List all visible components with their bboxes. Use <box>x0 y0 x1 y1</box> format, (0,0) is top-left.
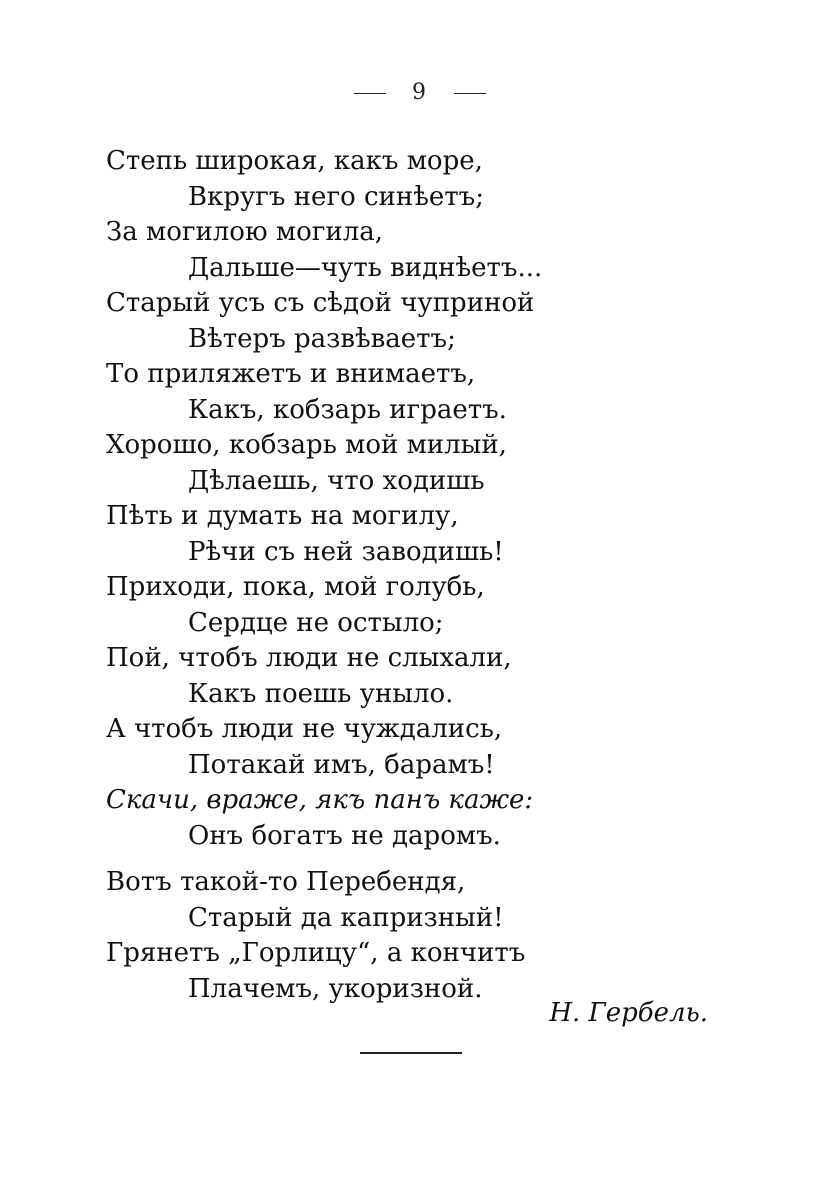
poem-line: Онъ богатъ не даромъ. <box>188 820 501 851</box>
poem-stanza-1 <box>106 144 746 854</box>
header-dash-right <box>454 93 486 94</box>
stanza-gap <box>106 854 746 865</box>
poem-line: То приляжетъ и внимаетъ, <box>106 359 476 389</box>
poem-line: Рѣчи съ ней заводишь! <box>188 536 504 567</box>
poem-line: Сердце не остыло; <box>188 607 444 638</box>
poem-line: А чтобъ люди не чуждались, <box>106 714 503 744</box>
poem-line: Грянетъ „Горлицу“, а кончитъ <box>106 938 526 968</box>
poem-line: Приходи, пока, мой голубь, <box>106 572 485 602</box>
end-rule <box>360 1052 462 1054</box>
poem-stanza-2 <box>106 865 746 1007</box>
poem-line: Степь широкая, какъ море, <box>106 146 483 176</box>
poem-line: Какъ поешь уныло. <box>188 678 454 709</box>
poem-line: Плачемъ, укоризной. <box>188 973 483 1004</box>
page-number: 9 <box>412 80 428 105</box>
poem-line: Скачи, враже, якъ панъ каже: <box>106 785 534 815</box>
poem-line: Потакай имъ, барамъ! <box>188 749 495 780</box>
poem-line: Старый усъ съ сѣдой чуприной <box>106 288 535 318</box>
poem-line: Вкругъ него синѣетъ; <box>188 181 484 212</box>
poem-line: Хорошо, кобзарь мой милый, <box>106 430 507 460</box>
poem-line: Пѣть и думать на могилу, <box>106 501 459 531</box>
poem-line: Пой, чтобъ люди не слыхали, <box>106 643 512 673</box>
header-dash-left <box>354 93 386 94</box>
poem <box>106 144 746 1007</box>
poem-line: Дальше—чуть виднѣетъ... <box>188 252 543 283</box>
poem-line: За могилою могила, <box>106 217 383 247</box>
poem-line: Старый да капризный! <box>188 902 504 933</box>
poem-line: Вотъ такой-то Перебендя, <box>106 867 466 897</box>
page-header <box>0 80 840 105</box>
poem-line: Дѣлаешь, что ходишь <box>188 465 485 496</box>
poem-line: Вѣтеръ развѣваетъ; <box>188 323 456 354</box>
author-signature: Н. Гербель. <box>549 998 708 1028</box>
poem-line: Какъ, кобзарь играетъ. <box>188 394 507 425</box>
